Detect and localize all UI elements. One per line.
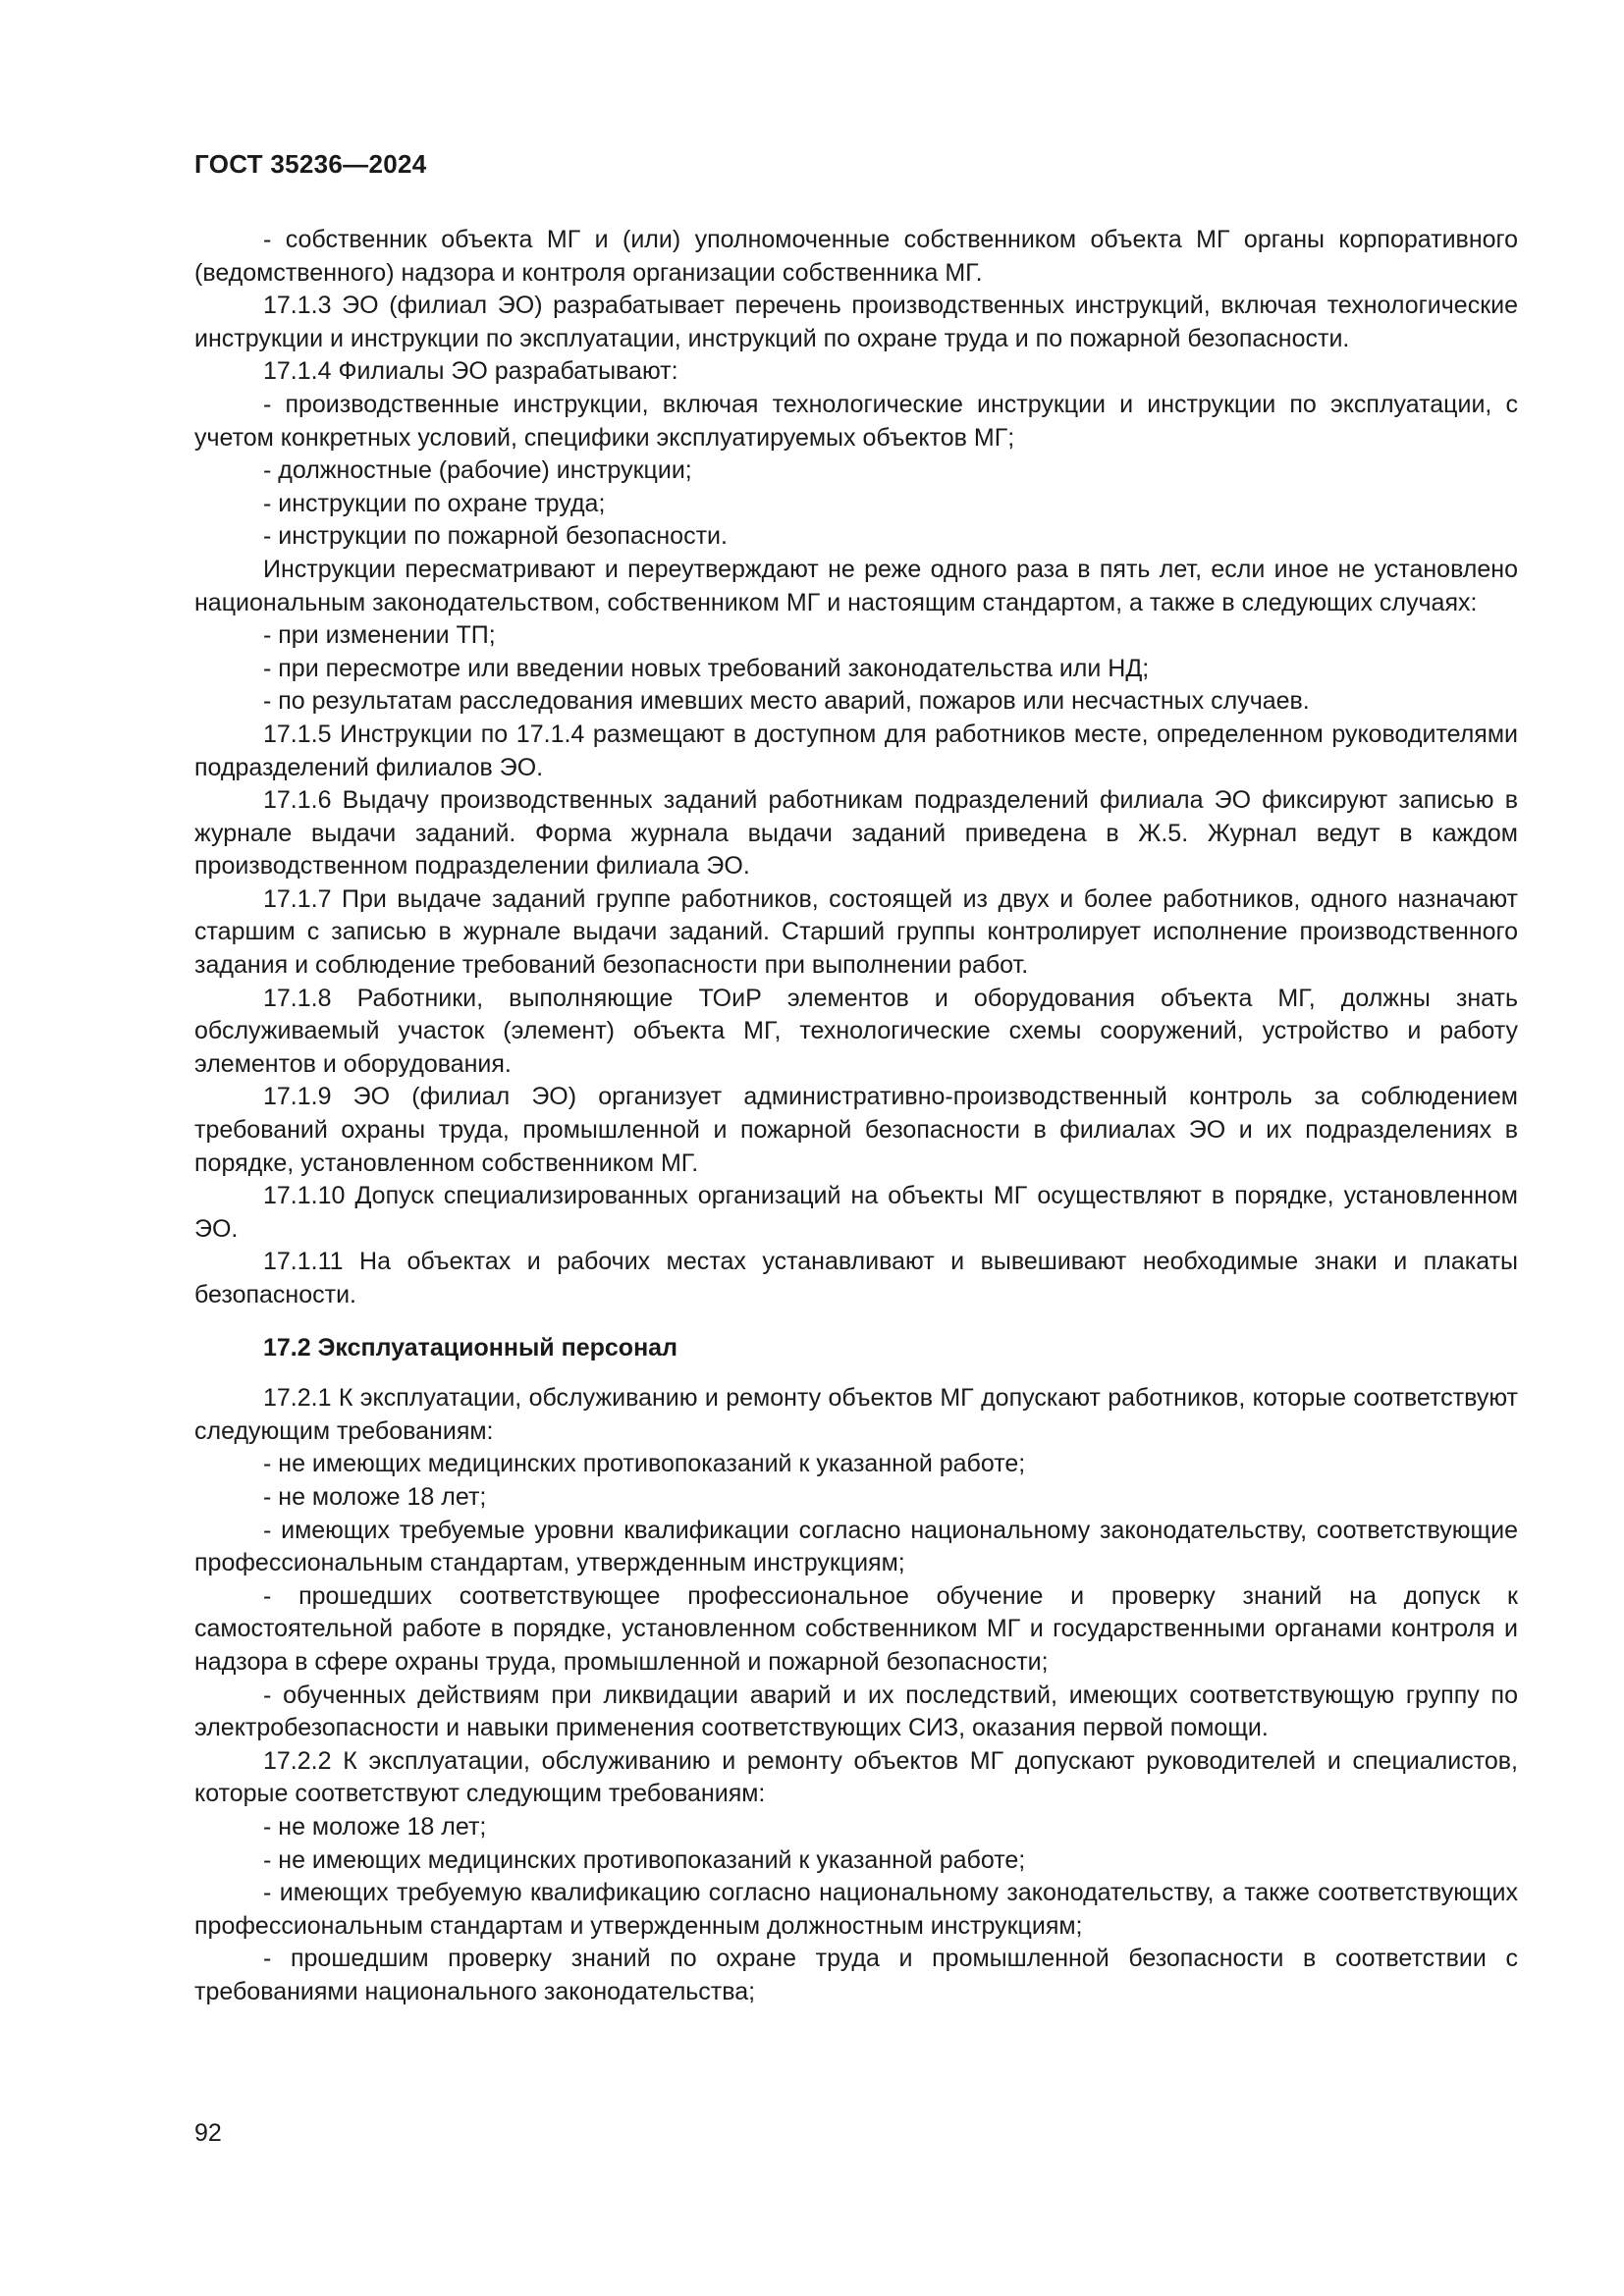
paragraph: 17.1.6 Выдачу производственных заданий работникам подразделений филиала ЭО фиксируют записью в журнале выдачи заданий. Форма журнала выдачи заданий приведена в Ж.5. Журнал ведут в каждом производственном подразделении филиала ЭО.: [194, 786, 1518, 881]
paragraph: - не имеющих медицинских противопоказаний к указанной работе;: [263, 1450, 1026, 1478]
paragraph: - инструкции по охране труда;: [263, 489, 606, 517]
paragraph: - прошедших соответствующее профессиональное обучение и проверку знаний на допуск к самостоятельной работе в порядке, установленном собственником МГ и государственными органами контроля и надзора в сфере охраны труда, промышленной и пожарной безопасности;: [194, 1581, 1518, 1676]
paragraph: - по результатам расследования имевших место аварий, пожаров или несчастных случаев.: [263, 687, 1310, 716]
paragraph: 17.2.1 К эксплуатации, обслуживанию и ремонту объектов МГ допускают работников, которые соответствуют следующим требованиям:: [194, 1384, 1518, 1445]
paragraph: - инструкции по пожарной безопасности.: [263, 522, 728, 551]
paragraph: 17.1.8 Работники, выполняющие ТОиР элементов и оборудования объекта МГ, должны знать обслуживаемый участок (элемент) объекта МГ, технологические схемы сооружений, устройство и работу элементов и оборудования.: [194, 984, 1518, 1078]
page-number: 92: [194, 2119, 222, 2147]
paragraph: 17.1.4 Филиалы ЭО разрабатывают:: [263, 357, 678, 386]
paragraph: 17.1.7 При выдаче заданий группе работников, состоящей из двух и более работников, одного назначают старшим с записью в журнале выдачи заданий. Старший группы контролирует исполнение производственного задания и соблюдение требований безопасности при выполнении работ.: [194, 884, 1518, 980]
paragraph: - не моложе 18 лет;: [263, 1482, 487, 1511]
paragraph: - имеющих требуемую квалификацию согласно национальному законодательству, а также соответствующих профессиональным стандартам и утвержденным должностным инструкциям;: [194, 1879, 1518, 1940]
paragraph: - прошедшим проверку знаний по охране труда и промышленной безопасности в соответствии с требованиями национального законодательства;: [194, 1945, 1518, 2005]
paragraph: - производственные инструкции, включая технологические инструкции и инструкции по эксплуатации, с учетом конкретных условий, специфики эксплуатируемых объектов МГ;: [194, 390, 1518, 452]
paragraph: - имеющих требуемые уровни квалификации согласно национальному законодательству, соответствующие профессиональным стандартам, утвержденным инструкциям;: [194, 1516, 1518, 1577]
paragraph: - не имеющих медицинских противопоказаний к указанной работе;: [263, 1845, 1026, 1874]
paragraph: - при изменении ТП;: [263, 621, 496, 650]
paragraph: Инструкции пересматривают и переутверждают не реже одного раза в пять лет, если иное не установлено национальным законодательством, собственником МГ и настоящим стандартом, а также в следующих случаях:: [194, 555, 1518, 616]
paragraph: - собственник объекта МГ и (или) уполномоченные собственником объекта МГ органы корпоративного (ведомственного) надзора и контроля организации собственника МГ.: [194, 226, 1518, 287]
paragraph: 17.1.5 Инструкции по 17.1.4 размещают в доступном для работников месте, определенном руководителями подразделений филиалов ЭО.: [194, 720, 1518, 781]
document-header: ГОСТ 35236—2024: [194, 149, 427, 179]
paragraph: - должностные (рабочие) инструкции;: [263, 456, 692, 485]
section-heading: 17.2 Эксплуатационный персонал: [263, 1333, 677, 1362]
paragraph: 17.2.2 К эксплуатации, обслуживанию и ремонту объектов МГ допускают руководителей и специалистов, которые соответствуют следующим требованиям:: [194, 1746, 1518, 1808]
document-body: [194, 224, 1518, 2008]
paragraph: 17.1.9 ЭО (филиал ЭО) организует административно-производственный контроль за соблюдением требований охраны труда, промышленной и пожарной безопасности в филиалах ЭО и их подразделениях в порядке, установленном собственником МГ.: [194, 1083, 1518, 1177]
paragraph: - не моложе 18 лет;: [263, 1812, 487, 1841]
paragraph: 17.1.3 ЭО (филиал ЭО) разрабатывает перечень производственных инструкций, включая технологические инструкции и инструкции по эксплуатации, инструкций по охране труда и по пожарной безопасности.: [194, 292, 1518, 352]
paragraph: 17.1.10 Допуск специализированных организаций на объекты МГ осуществляют в порядке, установленном ЭО.: [194, 1182, 1518, 1243]
paragraph: - обученных действиям при ликвидации аварий и их последствий, имеющих соответствующую группу по электробезопасности и навыки применения соответствующих СИЗ, оказания первой помощи.: [194, 1681, 1518, 1742]
paragraph: 17.1.11 На объектах и рабочих местах устанавливают и вывешивают необходимые знаки и плакаты безопасности.: [194, 1248, 1518, 1308]
paragraph: - при пересмотре или введении новых требований законодательства или НД;: [263, 654, 1150, 682]
